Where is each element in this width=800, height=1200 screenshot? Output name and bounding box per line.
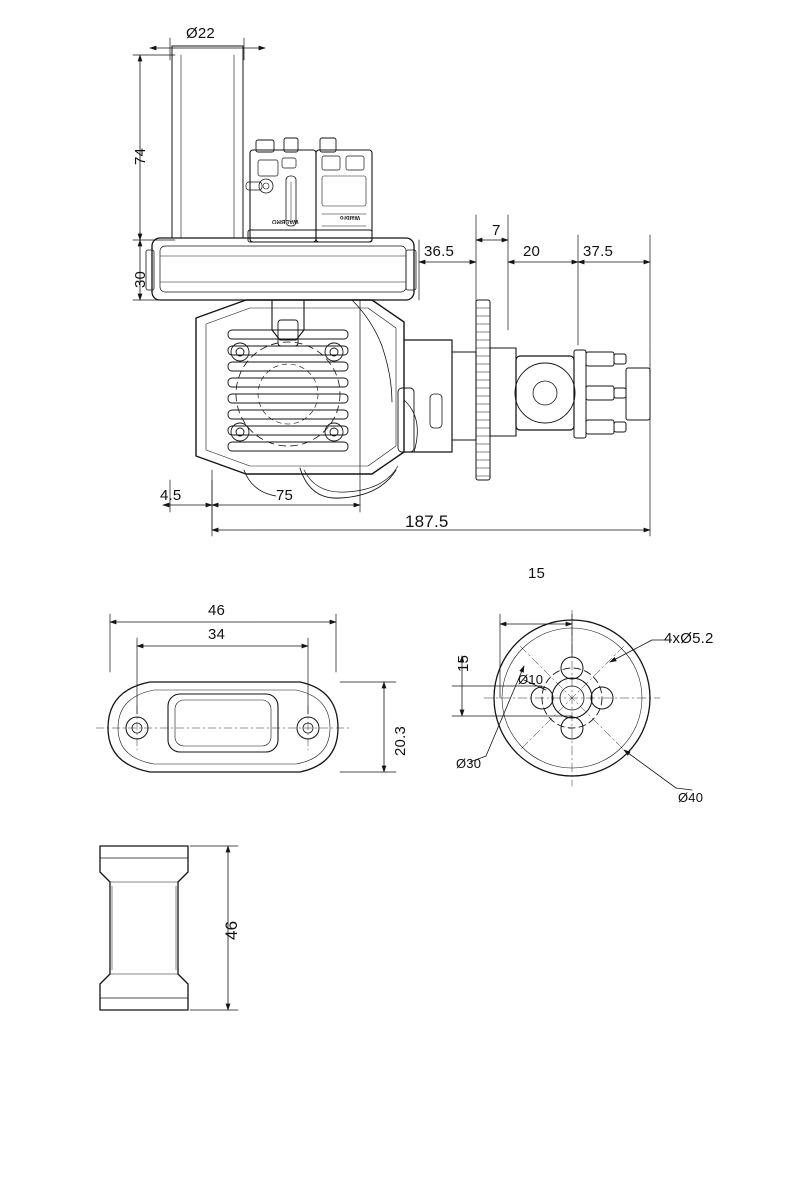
dim-width-7: 7 (492, 222, 501, 239)
dim-overall-187-5: 187.5 (405, 512, 449, 531)
dim-width-20: 20 (523, 243, 541, 260)
carburetor (246, 138, 372, 242)
gasket-view-geometry (96, 614, 396, 772)
dim-flange-15-top: 15 (528, 565, 546, 582)
dim-flange-15-left: 15 (455, 654, 472, 672)
dim-bore-top: Ø22 (186, 25, 215, 42)
dim-gasket-20-3: 20.3 (392, 726, 409, 756)
carb-brand-mark-1: WALBRO (272, 218, 299, 224)
dim-spacer-46: 46 (222, 920, 241, 940)
dim-gasket-34: 34 (208, 626, 226, 643)
flange-view-geometry (452, 610, 692, 790)
dim-height-74: 74 (132, 147, 149, 165)
spacer-view-geometry (100, 846, 238, 1010)
dim-gasket-46: 46 (208, 602, 226, 619)
carb-brand-mark-2: Walbro (340, 214, 361, 220)
dim-flange-bolt-circle-30: Ø30 (456, 756, 482, 771)
dim-flange-outer-40: Ø40 (678, 790, 704, 805)
dim-bottom-4-5: 4.5 (160, 487, 182, 504)
dim-width-37-5: 37.5 (583, 243, 613, 260)
dim-flange-holes: 4xØ5.2 (664, 630, 714, 647)
dim-offset-36-5: 36.5 (424, 243, 454, 260)
side-view-geometry (133, 38, 650, 536)
dim-flange-bore-10: Ø10 (518, 672, 544, 687)
dim-bottom-75: 75 (276, 487, 294, 504)
dim-height-30: 30 (132, 270, 149, 288)
